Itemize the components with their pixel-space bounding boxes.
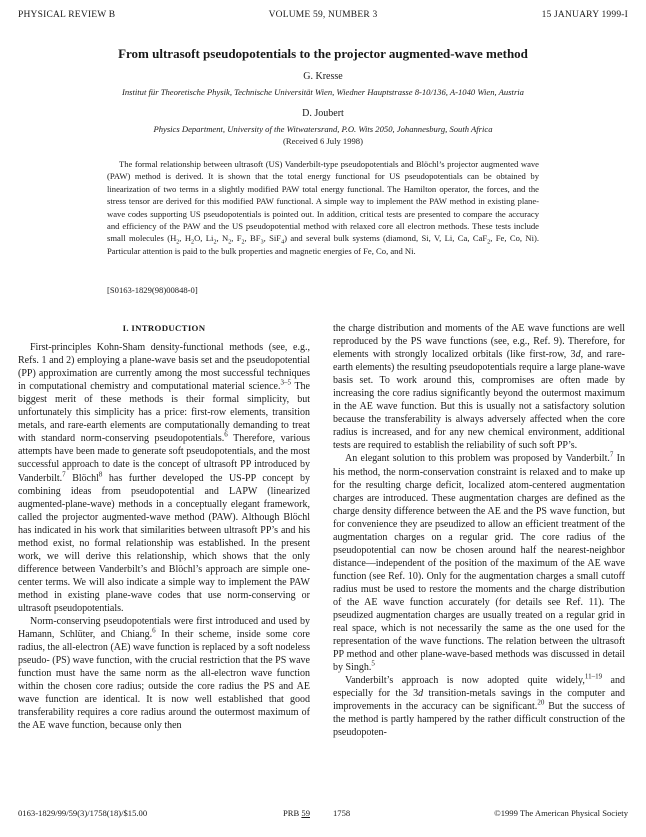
author-name: D. Joubert: [302, 108, 344, 119]
issue-date: 15 JANUARY 1999-I: [541, 10, 628, 20]
journal-name: PHYSICAL REVIEW B: [18, 10, 116, 20]
reference-link[interactable]: 7: [609, 451, 614, 460]
abstract: The formal relationship between ultrasoft (US) Vanderbilt-type pseudopotentials and Blöchl’s projector augmented wave (PAW) method is derived. It is shown that the total energy functional for US pseudopotentials can be obtained by linearization of two terms in a slightly modified PAW total energy functional. The Hamilton operator, the forces, and the stress tensor are derived for this modified PAW functional. A simple way to implement the PAW method in existing plane-wave codes supporting US pseudopotentials is pointed out. In addition, critical tests are presented to compare the accuracy and efficiency of the PAW and the US pseudopotential method with relaxed core all electron methods. These tests include small molecules ($H_2$, $H_2O$, $Li_2$, $N_2$, $F_2$, $BF_3$, SiF$_4$) and several bulk systems (diamond, Si, V, Li, Ca, CaF$_2$, Fe, Co, Ni). Particular attention is paid to the bulk properties and magnetic energies of Fe, Co, and Ni.: [107, 159, 540, 256]
page-number: 1758: [333, 808, 351, 818]
author-name: G. Kresse: [303, 71, 343, 82]
right-column: [333, 322, 625, 740]
article-code: 0163-1829/99/59(3)/1758(18)/$15.00: [18, 808, 148, 818]
copyright: ©1999 The American Physical Society: [494, 808, 628, 818]
reference-link[interactable]: 5: [371, 659, 375, 668]
left-column: [18, 322, 310, 732]
reference-link[interactable]: 7: [62, 470, 66, 479]
author-affiliation: Physics Department, University of the Witwatersrand, P.O. Wits 2050, Johannesburg, South Africa: [153, 124, 493, 134]
paper-title: From ultrasoft pseudopotentials to the projector augmented-wave method: [118, 46, 528, 61]
reference-link[interactable]: 20: [537, 699, 545, 708]
volume-number: VOLUME 59, NUMBER 3: [268, 10, 378, 20]
received-date: (Received 6 July 1998): [283, 136, 363, 146]
reference-link[interactable]: 11–19: [584, 672, 603, 681]
reference-link[interactable]: 6: [152, 626, 156, 635]
section-heading: I. INTRODUCTION: [122, 323, 206, 333]
paragraph: First-principles Kohn-Sham density-functional methods (see, e.g., Refs. 1 and 2) employing a plane-wave basis set and the pseudopotential (PP) approximation are currently among the most successful techniques in computational chemistry and computational material science.$^{3-5}$ The biggest merit of these methods is their formal simplicity, but unfortunately this simplicity has a price: first-row elements, transition metals, and rare-earth elements are computationally demanding to treat with standard norm-conserving pseudopotentials.$^6$ Therefore, various attempts have been made to generate soft pseudopotentials, and the most successful approach to date is the concept of ultrasoft PP introduced by Vanderbilt.$^7$ Blöchl$^8$ has further developed the US-PP concept by combining ideas from pseudopotential and LAPW (linearized augmented-plane-wave) methods in a conceptually elegant framework, called the projector augmented-wave method (PAW). Although Blöchl has indicated in his work that similarities between ultrasoft PP’s and his method exist, no formal relationship was established. In the present work, we will derive this relationship, which shows that the only difference between Vanderbilt’s and Blöchl’s approach are simple one-center terms. We will also indicate a simple way to implement the PAW method in existing plane-wave codes that use norm-conserving or ultrasoft pseudopotentials.: [18, 342, 311, 614]
reference-link[interactable]: 6: [224, 431, 228, 440]
reference-link[interactable]: 3–5: [280, 378, 291, 387]
paragraph: An elegant solution to this problem was proposed by Vanderbilt.$^7$ In his method, the norm-conservation constraint is relaxed and to make up for the resulting charge deficit, localized atom-centered augmentation charges are introduced. These augmentation charges are defined as the charge density difference between the AE and the PS wave function, but for convenience they are pseudized to allow an efficient treatment of the augmentation charges on a regular grid. The core radius of the pseudopotential can now be chosen around half the nearest-neighbor distance—independent of the position of the maximum of the AE wave function (see Ref. 10). Only for the augmentation charges a small cutoff radius must be used to restore the moments and the charge distribution of the AE wave function accurately (for details see Ref. 11). The pseudized augmentation charges are usually treated on a regular grid in real space, which is not necessarily the same as the one used for the representation of the wave functions. The relation between the ultrasoft PP method and other plane-wave-based methods was discussed in detail by Singh.$^5$: [333, 451, 625, 674]
pacs-code: [S0163-1829(98)00848-0]: [107, 285, 198, 295]
paragraph: Vanderbilt’s approach is now adopted quite widely,$^{11-19}$ and especially for the 3d transition-metals savings in the computer and improvements in the accuracy can be significant.$^{20}$ But the success of the method is partly hampered by the rather difficult construction of the pseudopoten-: [333, 672, 626, 739]
reference-link[interactable]: 8: [98, 470, 103, 479]
paragraph: the charge distribution and moments of the AE wave functions are well reproduced by the PS wave functions (see, e.g., Ref. 9). Therefore, for elements with strongly localized orbitals (like first-row, 3d, and rare-earth elements) the resulting pseudopotentials require a large plane-wave basis set. To work around this, compromises are often made by increasing the core radius significantly beyond the outermost maximum in the AE wave function. But this is usually not a satisfactory solution because the transferability is always adversely affected when the core radius is increased, and for any new chemical environment, additional tests are required to establish the reliability of such soft PP’s.: [333, 323, 625, 452]
author-affiliation: Institut für Theoretische Physik, Technische Universität Wien, Wiedner Hauptstrasse 8-10/136, A-1040 Wien, Austria: [122, 87, 524, 97]
journal-volume: PRB 59: [283, 808, 310, 818]
paragraph: Norm-conserving pseudopotentials were first introduced and used by Hamann, Schlüter, and Chiang.$^6$ In their scheme, inside some core radius, the all-electron (AE) wave function is replaced by a soft nodeless pseudo- (PS) wave function, with the crucial restriction that the PS wave function must have the same norm as the all-electron wave function within the chosen core radius; outside the core radius the PS and AE wave function are identical. It is now well established that good transferability requires a core radius around the outermost maximum of the AE wave function, because only then: [18, 616, 310, 732]
